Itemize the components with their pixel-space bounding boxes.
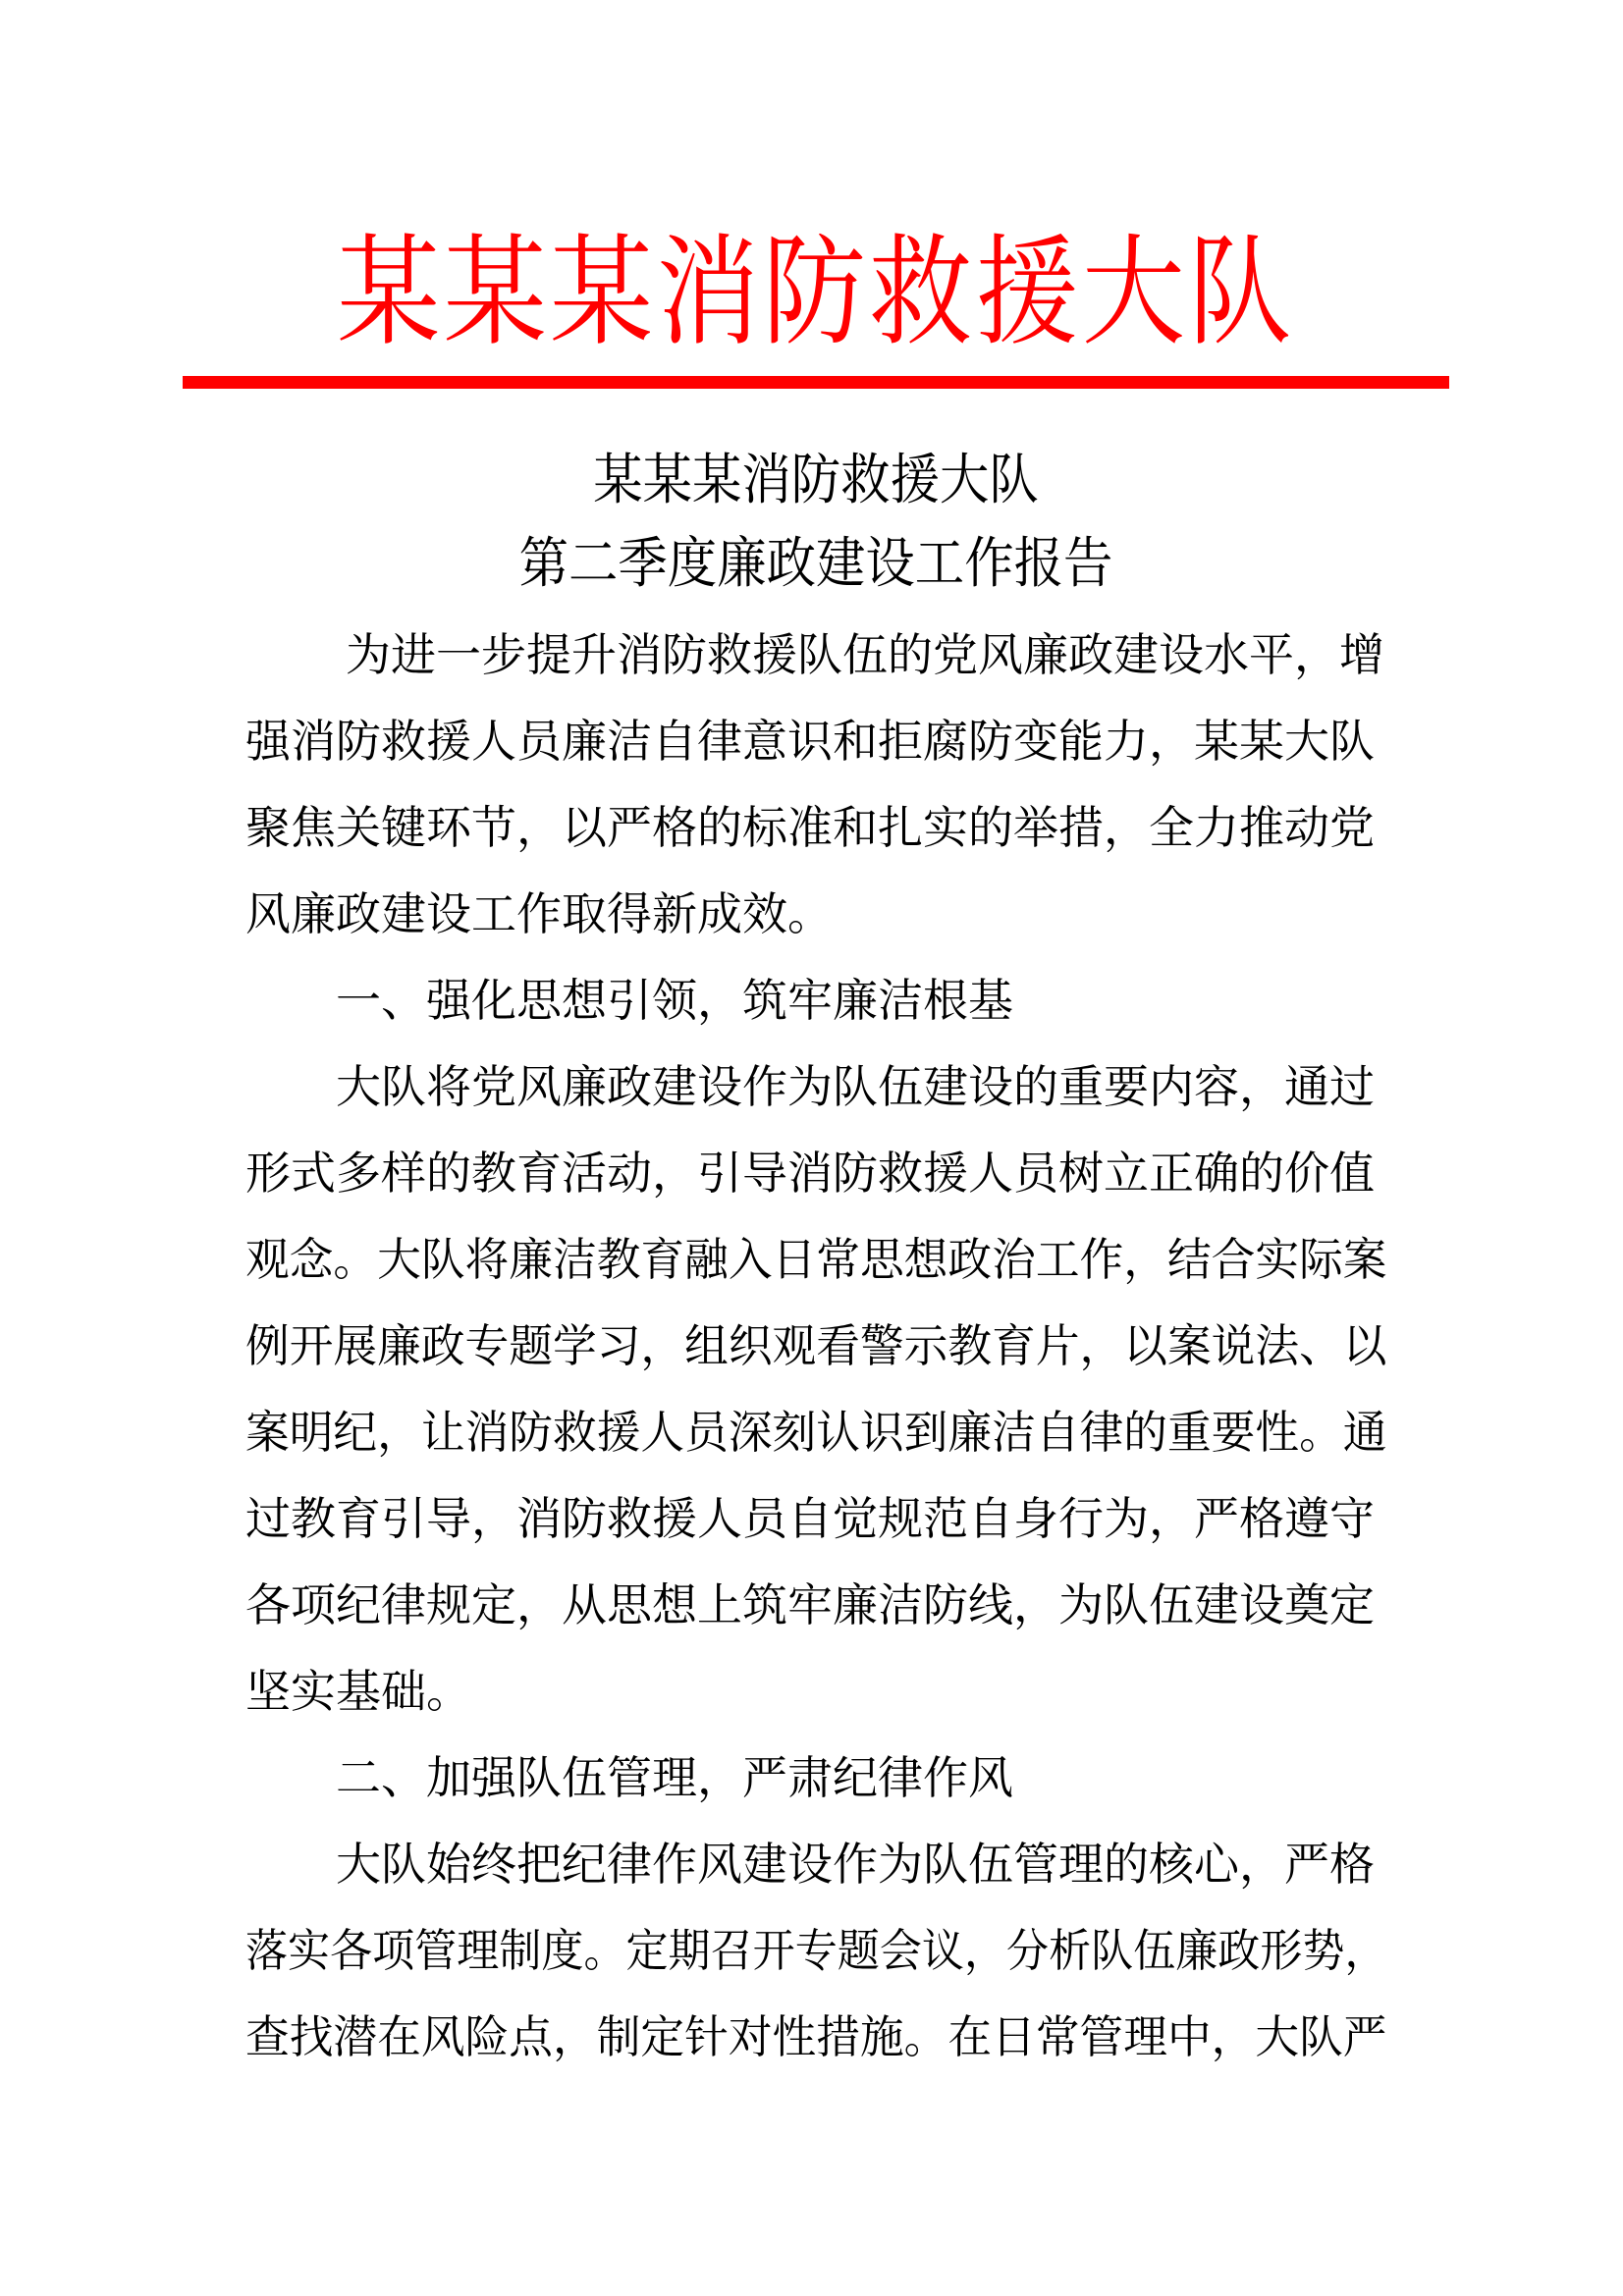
document-title-line-2: 第二季度廉政建设工作报告 bbox=[518, 532, 1113, 596]
paragraph-intro-line: 为进一步提升消防救援队伍的党风廉政建设水平，增 bbox=[346, 628, 1384, 681]
paragraph-section-1-line: 案明纪，让消防救援人员深刻认识到廉洁自律的重要性。通 bbox=[245, 1406, 1387, 1459]
document-title-line-1: 某某某消防救援大队 bbox=[593, 449, 1039, 512]
paragraph-section-1-line: 各项纪律规定，从思想上筑牢廉洁防线，为队伍建设奠定 bbox=[245, 1578, 1375, 1631]
paragraph-intro-line: 风廉政建设工作取得新成效。 bbox=[245, 887, 833, 940]
paragraph-section-1-line: 形式多样的教育活动，引导消防救援人员树立正确的价值 bbox=[245, 1147, 1375, 1200]
paragraph-intro-line: 强消防救援人员廉洁自律意识和拒腐防变能力，某某大队 bbox=[245, 715, 1375, 768]
document-body bbox=[245, 620, 1386, 2089]
paragraph-section-1-line: 例开展廉政专题学习，组织观看警示教育片，以案说法、以 bbox=[245, 1319, 1387, 1372]
organization-header bbox=[183, 224, 1449, 361]
paragraph-section-2-line: 落实各项管理制度。定期召开专题会议，分析队伍廉政形势， bbox=[245, 1924, 1387, 1977]
organization-name: 某某某消防救援大队 bbox=[337, 223, 1295, 362]
paragraph-section-1-line: 大队将党风廉政建设作为队伍建设的重要内容，通过 bbox=[336, 1060, 1375, 1113]
section-heading-2: 二、加强队伍管理，严肃纪律作风 bbox=[336, 1751, 1013, 1804]
paragraph-section-2-line: 大队始终把纪律作风建设作为队伍管理的核心，严格 bbox=[336, 1838, 1375, 1891]
red-divider-rule bbox=[183, 376, 1449, 389]
paragraph-section-1-line: 坚实基础。 bbox=[245, 1665, 471, 1718]
paragraph-section-1-line: 过教育引导，消防救援人员自觉规范自身行为，严格遵守 bbox=[245, 1492, 1375, 1545]
paragraph-section-1-line: 观念。大队将廉洁教育融入日常思想政治工作，结合实际案 bbox=[245, 1233, 1387, 1286]
paragraph-section-2-line: 查找潜在风险点，制定针对性措施。在日常管理中，大队严 bbox=[245, 2010, 1387, 2063]
paragraph-intro-line: 聚焦关键环节，以严格的标准和扎实的举措，全力推动党 bbox=[245, 801, 1375, 854]
section-heading-1: 一、强化思想引领，筑牢廉洁根基 bbox=[336, 974, 1013, 1027]
